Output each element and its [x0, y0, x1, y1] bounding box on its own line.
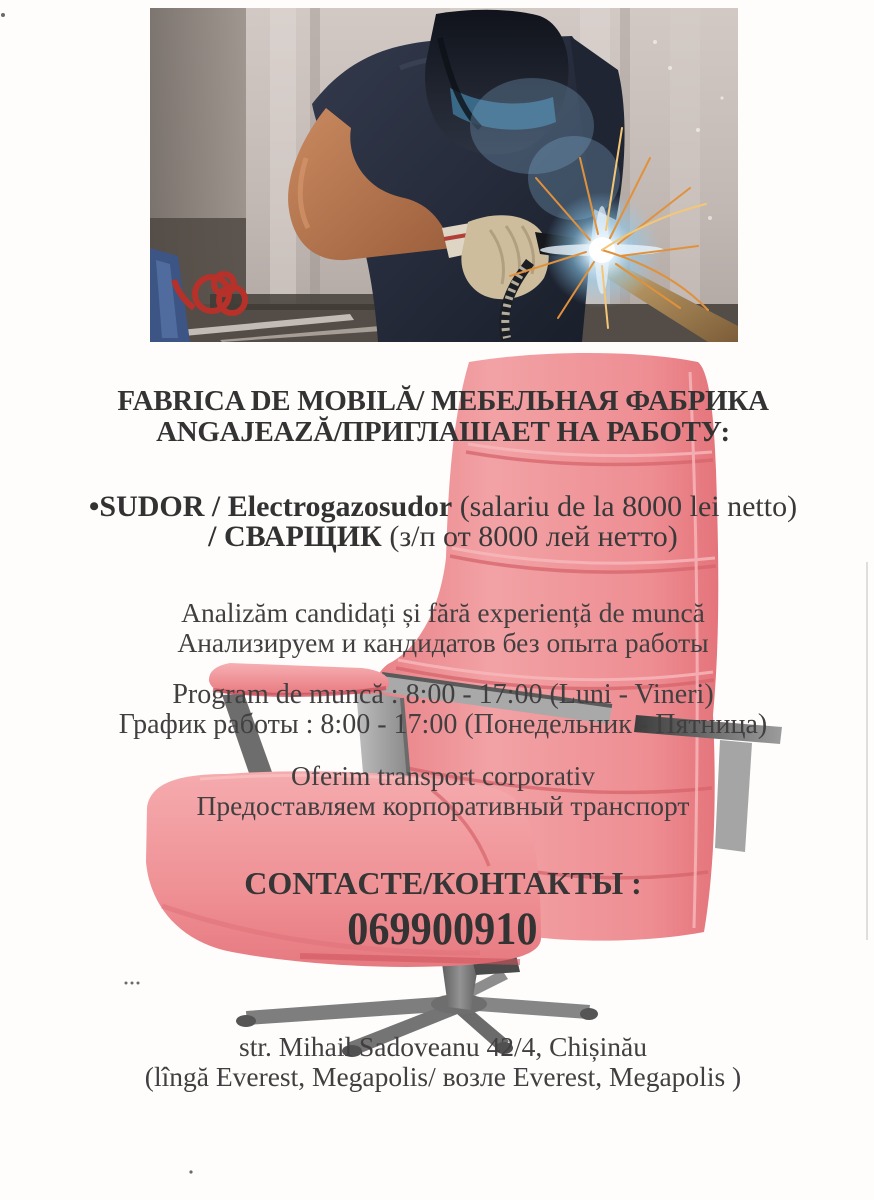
scan-specks — [1, 13, 193, 1174]
vacancy-line1 — [12, 492, 874, 522]
vacancy-title-ru: / СВАРЩИК — [208, 520, 382, 553]
headline-line1: FABRICA DE MOBILĂ/ МЕБЕЛЬНАЯ ФАБРИКА — [117, 385, 769, 417]
vacancy-line2 — [12, 522, 874, 552]
vacancy-salary-ru: (з/п от 8000 лей нетто) — [381, 520, 678, 553]
caster-wheel — [236, 1015, 256, 1027]
headline — [0, 386, 874, 448]
vacancy-title-ro: •SUDOR / Electrogazosudor — [88, 490, 453, 523]
contacts-label: CONTACTE/КОНТАКТЫ : — [244, 865, 642, 901]
address-line2: (lîngă Everest, Megapolis/ возле Everest, Megapolis ) — [144, 1060, 742, 1092]
caster-wheel — [580, 1008, 598, 1020]
address-block — [0, 1032, 874, 1091]
candidates-ru: Анализируем и кандидатов без опыта работы — [177, 626, 709, 658]
phone-number: 069900910 — [347, 903, 538, 955]
address-line1: str. Mihail Sadoveanu 42/4, Chișinău — [239, 1031, 647, 1062]
transport-ru: Предоставляем корпоративный транспорт — [196, 789, 690, 821]
headline-line2: ANGAJEAZĂ/ПРИГЛАШАЕТ НА РАБОТУ: — [156, 416, 730, 448]
candidates-block — [0, 598, 874, 657]
vacancy-block — [0, 492, 874, 552]
transport-block — [0, 761, 874, 820]
schedule-ru: График работы : 8:00 - 17:00 (Понедельник - Пятница) — [118, 709, 768, 740]
schedule-block — [0, 680, 874, 740]
vacancy-salary-ro: (salariu de la 8000 lei netto) — [452, 490, 798, 523]
candidates-ro: Analizăm candidați și fără experiență de muncă — [181, 597, 705, 628]
transport-ro: Oferim transport corporativ — [291, 760, 595, 791]
schedule-ro: Program de muncă : 8:00 - 17:00 (Luni - Vineri) — [172, 679, 714, 710]
